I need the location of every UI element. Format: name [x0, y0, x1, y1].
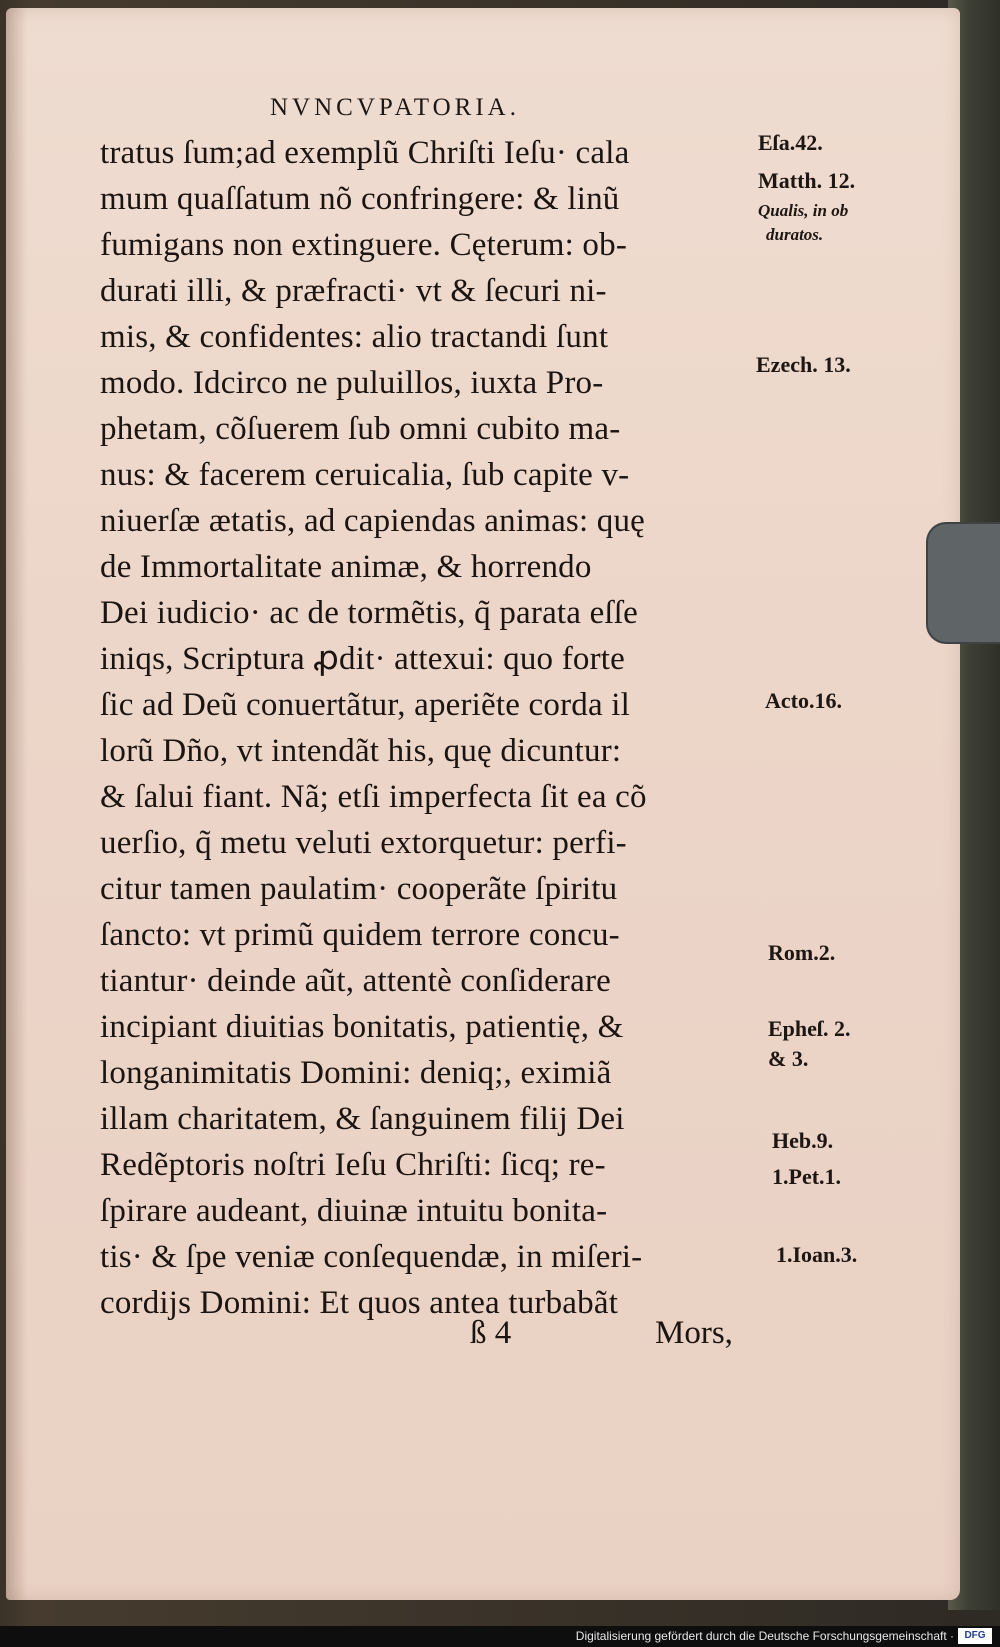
- text-line: & ſalui fiant. Nã; etſi imperfecta ſit ea cõ: [100, 779, 647, 815]
- text-line: citur tamen paulatim· cooperãte ſpiritu: [100, 871, 618, 907]
- text-line: mis, & confidentes: alio tractandi ſunt: [100, 319, 609, 355]
- margin-note-acto: Acto.16.: [765, 688, 842, 713]
- text-line: tiantur· deinde aũt, attentè conſiderare: [100, 963, 612, 999]
- margin-note-rom: Rom.2.: [768, 940, 836, 965]
- text-line: longanimitatis Domini: deniq;, eximiã: [100, 1055, 612, 1091]
- text-line: modo. Idcirco ne puluillos, iuxta Pro-: [100, 365, 604, 401]
- dfg-logo-icon: DFG: [958, 1628, 992, 1644]
- margin-note-ezech: Ezech. 13.: [756, 352, 851, 377]
- signature-mark: ß 4: [470, 1315, 512, 1351]
- page-tab-marker: [926, 522, 1000, 644]
- text-line: uerſio, q̃ metu veluti extorquetur: perfi-: [100, 825, 627, 861]
- text-line: durati illi, & præfracti· vt & ſecuri ni-: [100, 273, 607, 309]
- digitization-credit: Digitalisierung gefördert durch die Deutsche Forschungsgemeinschaft ·: [575, 1629, 954, 1643]
- body-text: [100, 130, 750, 1326]
- text-line: de Immortalitate animæ, & horrendo: [100, 549, 592, 585]
- catchword: Mors,: [655, 1315, 733, 1351]
- margin-note-qualis: Qualis, in ob: [758, 201, 849, 220]
- text-line: Redẽptoris noſtri Ieſu Chriſti: ſicq; re-: [100, 1147, 606, 1183]
- margin-note-ephes-cont: & 3.: [768, 1046, 809, 1071]
- text-line: ſpirare audeant, diuinæ intuitu bonita-: [100, 1193, 608, 1229]
- text-line: Dei iudicio· ac de tormẽtis, q̃ parata eſſe: [100, 595, 639, 631]
- text-line: ſancto: vt primũ quidem terrore concu-: [100, 917, 620, 953]
- text-line: iniqs, Scriptura ꝓdit· attexui: quo forte: [100, 641, 625, 677]
- margin-note-heb: Heb.9.: [772, 1128, 834, 1153]
- margin-note-pet: 1.Pet.1.: [772, 1164, 842, 1189]
- margin-note-esa: Eſa.42.: [758, 130, 823, 155]
- margin-note-matth: Matth. 12.: [758, 168, 856, 193]
- text-line: incipiant diuitias bonitatis, patientię, &: [100, 1009, 624, 1045]
- text-line: niuerſæ ætatis, ad capiendas animas: quę: [100, 503, 646, 539]
- gutter-shade: [6, 8, 28, 1600]
- text-line: ſic ad Deũ conuertãtur, aperiẽte corda il: [100, 687, 631, 723]
- margin-note-ioan: 1.Ioan.3.: [776, 1242, 858, 1267]
- text-line: cordijs Domini: Et quos antea turbabãt: [100, 1285, 619, 1321]
- text-line: fumigans non extinguere. Cęterum: ob-: [100, 227, 628, 263]
- text-line: nus: & facerem ceruicalia, ſub capite v-: [100, 457, 630, 493]
- margin-note-duratos: duratos.: [766, 225, 824, 244]
- text-line: lorũ Dño, vt intendãt his, quę dicuntur:: [100, 733, 622, 769]
- text-line: mum quaſſatum nõ confringere: & linũ: [100, 181, 620, 217]
- text-line: illam charitatem, & ſanguinem filij Dei: [100, 1101, 625, 1137]
- running-head: NVNCVPATORIA.: [270, 94, 520, 121]
- text-line: phetam, cõſuerem ſub omni cubito ma-: [100, 411, 621, 447]
- text-line: tratus ſum;ad exemplũ Chriſti Ieſu· cala: [100, 135, 630, 171]
- margin-note-ephes: Epheſ. 2.: [768, 1016, 851, 1041]
- text-line: tis· & ſpe veniæ conſequendæ, in miſeri-: [100, 1239, 643, 1275]
